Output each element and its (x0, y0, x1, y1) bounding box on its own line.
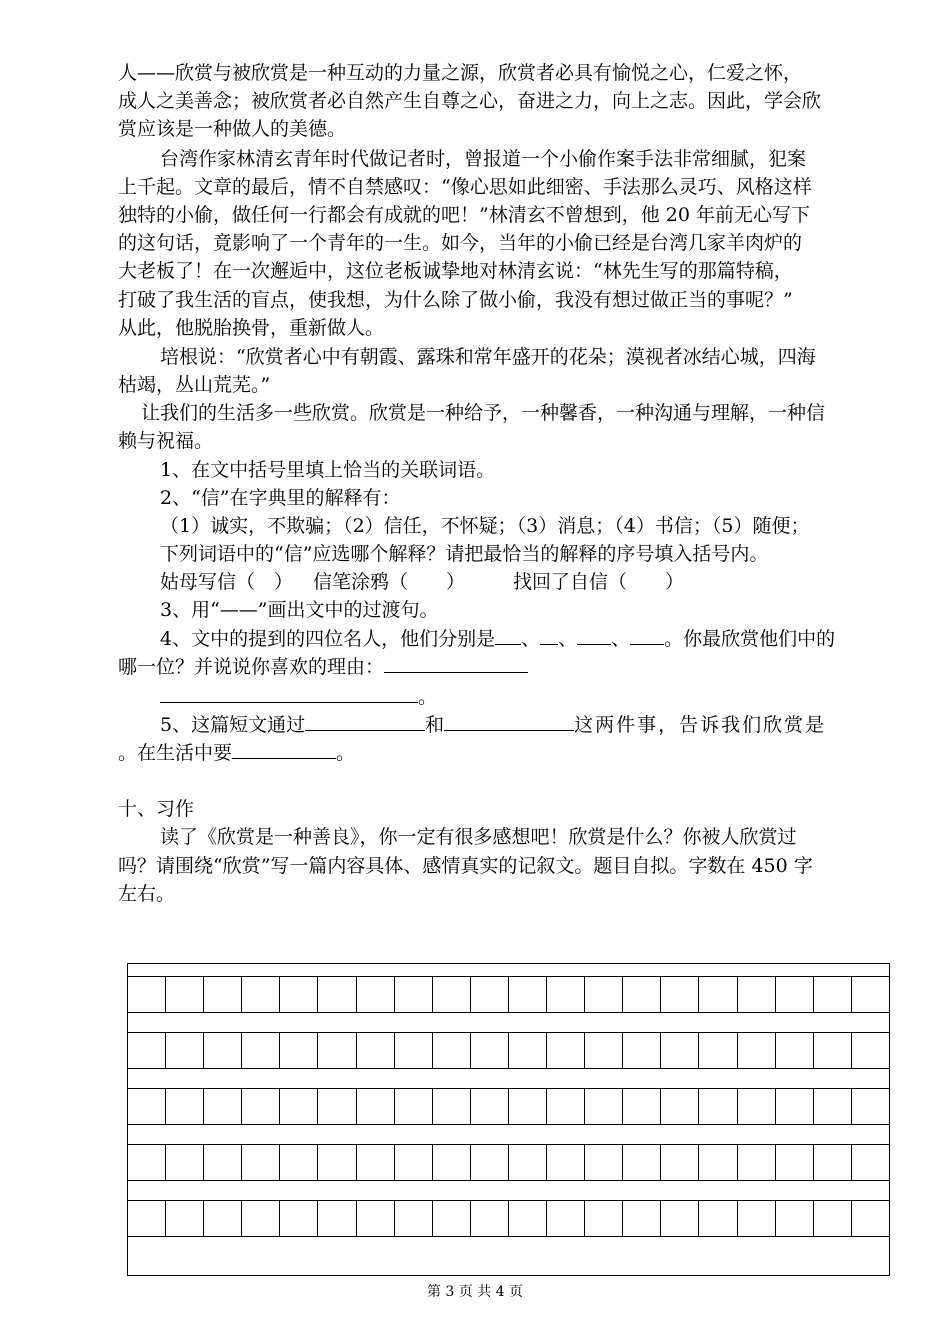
grid-cell[interactable] (242, 1201, 280, 1236)
paragraph-line: 成人之美善念；被欣赏者必自然产生自尊之心，奋进之力，向上之志。因此，学会欣 (118, 90, 822, 112)
grid-cell[interactable] (585, 1033, 623, 1068)
grid-cell[interactable] (166, 977, 204, 1012)
grid-cell[interactable] (204, 977, 242, 1012)
answer-blank[interactable] (232, 740, 336, 759)
paragraph-line: 大老板了！在一次邂逅中，这位老板诚挚地对林清玄说：“林先生写的那篇特稿， (118, 260, 793, 282)
paragraph-line: 打破了我生活的盲点，使我想，为什么除了做小偷，我没有想过做正当的事呢？” (118, 289, 793, 311)
grid-cell[interactable] (471, 1089, 509, 1124)
grid-row (128, 1144, 889, 1181)
grid-cell[interactable] (852, 1145, 889, 1180)
grid-cell[interactable] (776, 1033, 814, 1068)
grid-cell[interactable] (166, 1089, 204, 1124)
paragraph-line: 独特的小偷，做任何一行都会有成就的吧！”林清玄不曾想到，他 20 年前无心写下 (118, 204, 810, 226)
grid-cell[interactable] (471, 1145, 509, 1180)
question-2: 2、“信”在字典里的解释有： (160, 487, 401, 509)
grid-cell[interactable] (433, 977, 471, 1012)
grid-cell[interactable] (623, 1089, 661, 1124)
answer-blank[interactable] (630, 626, 664, 645)
grid-cell[interactable] (814, 1033, 852, 1068)
grid-row (128, 1088, 889, 1125)
grid-cell[interactable] (585, 977, 623, 1012)
grid-cell[interactable] (471, 977, 509, 1012)
question-2-words (160, 568, 940, 596)
grid-cell[interactable] (166, 1201, 204, 1236)
answer-blank[interactable] (577, 626, 611, 645)
grid-cell[interactable] (699, 1201, 737, 1236)
answer-blank[interactable] (444, 712, 574, 731)
grid-cell[interactable] (357, 1089, 395, 1124)
grid-cell[interactable] (814, 1201, 852, 1236)
grid-cell[interactable] (699, 977, 737, 1012)
paragraph-line: 枯竭，丛山荒芜。” (118, 374, 271, 396)
paragraph-line: 的这句话，竟影响了一个青年的一生。如今，当年的小偷已经是台湾几家羊肉炉的 (118, 232, 803, 254)
grid-cell[interactable] (852, 1201, 889, 1236)
grid-cell[interactable] (814, 977, 852, 1012)
grid-cell[interactable] (509, 977, 547, 1012)
grid-cell[interactable] (166, 1145, 204, 1180)
grid-cell[interactable] (242, 1033, 280, 1068)
grid-row (128, 1200, 889, 1237)
grid-cell[interactable] (471, 1033, 509, 1068)
grid-cell[interactable] (852, 1033, 889, 1068)
answer-blank[interactable] (305, 712, 425, 731)
grid-cell[interactable] (433, 1089, 471, 1124)
grid-cell[interactable] (128, 1033, 166, 1068)
grid-cell[interactable] (242, 977, 280, 1012)
question-3: 3、用“——”画出文中的过渡句。 (160, 599, 439, 621)
grid-cell[interactable] (357, 1145, 395, 1180)
grid-cell[interactable] (280, 1145, 318, 1180)
question-2-meanings: （1）诚实，不欺骗；（2）信任，不怀疑；（3）消息；（4）书信；（5）随便； (160, 515, 810, 537)
answer-blank[interactable] (540, 626, 558, 645)
word-item: 找回了自信（ ） (513, 571, 685, 593)
grid-cell[interactable] (623, 1145, 661, 1180)
grid-cell[interactable] (661, 1145, 699, 1180)
composition-prompt: 吗？请围绕“欣赏”写一篇内容具体、感情真实的记叙文。题目自拟。字数在 450 字 (118, 855, 813, 877)
grid-cell[interactable] (128, 977, 166, 1012)
grid-cell[interactable] (204, 1089, 242, 1124)
paragraph-line: 赖与祝福。 (118, 430, 214, 452)
question-4-line2: 哪一位？并说说你喜欢的理由： (118, 653, 898, 681)
grid-cell[interactable] (433, 1201, 471, 1236)
grid-cell[interactable] (738, 1145, 776, 1180)
grid-cell[interactable] (585, 1089, 623, 1124)
grid-cell[interactable] (357, 977, 395, 1012)
grid-cell[interactable] (661, 1033, 699, 1068)
grid-cell[interactable] (699, 1033, 737, 1068)
composition-prompt: 左右。 (118, 883, 176, 905)
grid-cell[interactable] (509, 1145, 547, 1180)
grid-cell[interactable] (280, 1201, 318, 1236)
grid-cell[interactable] (699, 1145, 737, 1180)
grid-cell[interactable] (776, 1089, 814, 1124)
grid-cell[interactable] (547, 977, 585, 1012)
grid-cell[interactable] (242, 1145, 280, 1180)
grid-cell[interactable] (318, 1145, 356, 1180)
grid-cell[interactable] (280, 1089, 318, 1124)
grid-cell[interactable] (128, 1201, 166, 1236)
paragraph-line: 让我们的生活多一些欣赏。欣赏是一种给予，一种馨香，一种沟通与理解，一种信 (141, 402, 826, 424)
grid-cell[interactable] (128, 1145, 166, 1180)
grid-cell[interactable] (814, 1145, 852, 1180)
grid-cell[interactable] (852, 977, 889, 1012)
grid-cell[interactable] (280, 1033, 318, 1068)
grid-cell[interactable] (852, 1089, 889, 1124)
question-2-instruction: 下列词语中的“信”应选哪个解释？请把最恰当的解释的序号填入括号内。 (160, 543, 769, 565)
grid-cell[interactable] (357, 1201, 395, 1236)
grid-cell[interactable] (318, 1033, 356, 1068)
grid-cell[interactable] (776, 1201, 814, 1236)
grid-cell[interactable] (509, 1033, 547, 1068)
grid-cell[interactable] (623, 977, 661, 1012)
word-item: 信笔涂鸦（ ） (313, 571, 466, 593)
grid-cell[interactable] (547, 1201, 585, 1236)
grid-cell[interactable] (318, 1089, 356, 1124)
page-number: 第 3 页 共 4 页 (426, 1284, 524, 1300)
word-item: 姑母写信（ ） (160, 571, 294, 593)
question-5: 5、这篇短文通过 和 这两件事，告诉我们欣赏是 (160, 714, 827, 736)
grid-cell[interactable] (395, 1089, 433, 1124)
grid-cell[interactable] (433, 1033, 471, 1068)
grid-cell[interactable] (242, 1089, 280, 1124)
grid-cell[interactable] (547, 1145, 585, 1180)
grid-cell[interactable] (776, 977, 814, 1012)
paragraph-line: 人——欣赏与被欣赏是一种互动的力量之源，欣赏者必具有愉悦之心，仁爱之怀， (118, 62, 803, 84)
paragraph-line: 上千起。文章的最后，情不自禁感叹：“像心思如此细密、手法那么灵巧、风格这样 (118, 176, 812, 198)
grid-cell[interactable] (776, 1145, 814, 1180)
question-1: 1、在文中括号里填上恰当的关联词语。 (160, 459, 496, 481)
answer-blank[interactable] (384, 654, 528, 673)
paragraph-line: 台湾作家林清玄青年时代做记者时，曾报道一个小偷作案手法非常细腻，犯案 (160, 148, 807, 170)
grid-cell[interactable] (661, 1201, 699, 1236)
grid-cell[interactable] (699, 1089, 737, 1124)
paragraph-line: 赏应该是一种做人的美德。 (118, 118, 347, 140)
grid-row (128, 1032, 889, 1069)
grid-cell[interactable] (318, 977, 356, 1012)
question-5-line2: 。在生活中要 。 (118, 742, 356, 764)
grid-cell[interactable] (738, 1089, 776, 1124)
grid-cell[interactable] (395, 977, 433, 1012)
question-4-line3: 。 (160, 683, 940, 711)
grid-cell[interactable] (357, 1033, 395, 1068)
paragraph-line: 培根说：“欣赏者心中有朝霞、露珠和常年盛开的花朵；漠视者冰结心城，四海 (160, 346, 816, 368)
grid-cell[interactable] (738, 977, 776, 1012)
grid-cell[interactable] (204, 1033, 242, 1068)
grid-cell[interactable] (661, 977, 699, 1012)
grid-cell[interactable] (585, 1201, 623, 1236)
grid-cell[interactable] (395, 1033, 433, 1068)
grid-cell[interactable] (509, 1201, 547, 1236)
grid-cell[interactable] (166, 1033, 204, 1068)
paragraph-line: 从此，他脱胎换骨，重新做人。 (118, 317, 385, 339)
grid-cell[interactable] (318, 1201, 356, 1236)
grid-cell[interactable] (547, 1089, 585, 1124)
grid-cell[interactable] (280, 977, 318, 1012)
grid-cell[interactable] (128, 1089, 166, 1124)
answer-blank[interactable] (160, 684, 418, 703)
grid-cell[interactable] (738, 1201, 776, 1236)
section-heading: 十、习作 (118, 798, 195, 820)
grid-cell[interactable] (395, 1201, 433, 1236)
grid-row (128, 976, 889, 1013)
composition-prompt: 读了《欣赏是一种善良》，你一定有很多感想吧！欣赏是什么？你被人欣赏过 (160, 826, 797, 848)
grid-cell[interactable] (585, 1145, 623, 1180)
grid-cell[interactable] (204, 1145, 242, 1180)
grid-cell[interactable] (738, 1033, 776, 1068)
grid-cell[interactable] (395, 1145, 433, 1180)
grid-cell[interactable] (547, 1033, 585, 1068)
grid-cell[interactable] (661, 1089, 699, 1124)
grid-cell[interactable] (814, 1089, 852, 1124)
question-4: 4、文中的提到的四位名人，他们分别是 、 、 、 。你最欣赏他们中的 (160, 628, 836, 650)
grid-cell[interactable] (433, 1145, 471, 1180)
grid-cell[interactable] (509, 1089, 547, 1124)
grid-cell[interactable] (623, 1201, 661, 1236)
writing-grid[interactable] (127, 963, 890, 1276)
answer-blank[interactable] (495, 626, 521, 645)
grid-cell[interactable] (623, 1033, 661, 1068)
grid-cell[interactable] (204, 1201, 242, 1236)
grid-cell[interactable] (471, 1201, 509, 1236)
